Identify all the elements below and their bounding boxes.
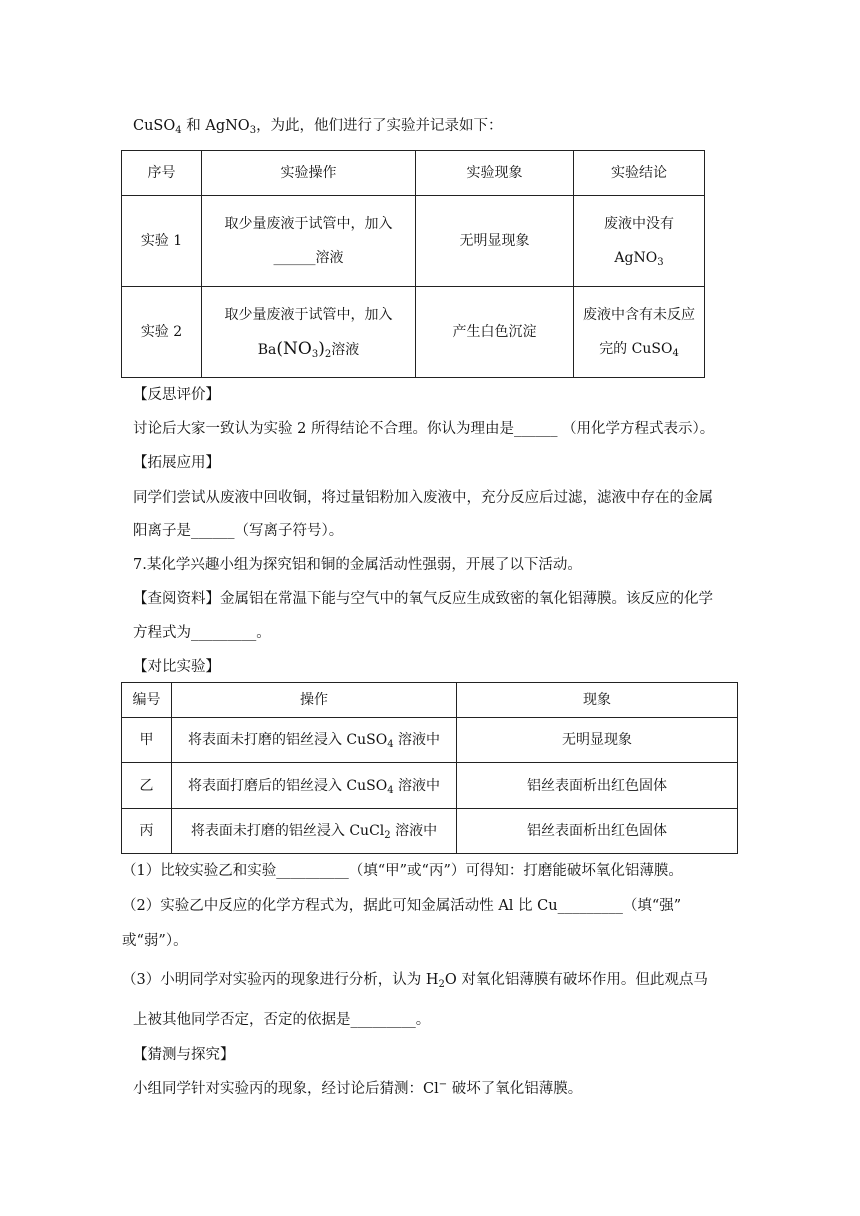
t2-row3-id: 丙 bbox=[122, 809, 172, 854]
part-3-a: （3）小明同学对实验丙的现象进行分析，认为 H bbox=[122, 972, 439, 988]
table1-row-1 bbox=[122, 196, 705, 287]
row2-op-paren: ) bbox=[318, 338, 325, 359]
question-7: 7.某化学兴趣小组为探究铝和铜的金属活动性强弱，开展了以下活动。 bbox=[133, 557, 582, 573]
intro-and: 和 AgNO bbox=[181, 118, 250, 134]
row2-op-sub3: 3 bbox=[311, 348, 319, 360]
section-extend: 【拓展应用】 bbox=[133, 455, 220, 471]
th-id: 序号 bbox=[122, 151, 202, 196]
th-conclusion: 实验结论 bbox=[574, 151, 705, 196]
t2-row3-op-sub: 2 bbox=[384, 830, 391, 841]
reflect-text: 讨论后大家一致认为实验 2 所得结论不合理。你认为理由是______ （用化学方程式表示）。 bbox=[133, 421, 715, 437]
row2-con-cuso: 完的 CuSO bbox=[599, 341, 673, 357]
t2-row-jia bbox=[122, 718, 738, 763]
guess-b: 破坏了氧化铝薄膜。 bbox=[447, 1081, 583, 1097]
table1-row-2 bbox=[122, 287, 705, 378]
t2-row2-id: 乙 bbox=[122, 763, 172, 809]
part-3-b: O 对氧化铝薄膜有破坏作用。但此观点马 bbox=[444, 972, 708, 988]
t2-row2-operation bbox=[172, 763, 457, 809]
t2-row1-observation: 无明显现象 bbox=[457, 718, 738, 763]
comparison-table bbox=[121, 682, 738, 854]
part-3-line-1 bbox=[122, 970, 708, 990]
row2-op-ba: Ba bbox=[257, 341, 277, 358]
experiment-table bbox=[121, 150, 705, 378]
row1-op-line1: 取少量废液于试管中，加入 bbox=[224, 216, 393, 232]
table1-header-row bbox=[122, 151, 705, 196]
t2-row1-op-a: 将表面未打磨的铝丝浸入 CuSO bbox=[187, 732, 388, 748]
row2-con-line2 bbox=[580, 332, 698, 366]
part-1: （1）比较实验乙和实验__________（填“甲”或“丙”）可得知：打磨能破坏氧化铝薄膜。 bbox=[122, 863, 683, 879]
lookup-text-2: 方程式为_________。 bbox=[133, 625, 271, 641]
row2-id: 实验 2 bbox=[122, 287, 202, 378]
t2-row1-op-sub: 4 bbox=[387, 739, 394, 750]
row2-op-line2 bbox=[208, 332, 409, 367]
guess-sup: − bbox=[438, 1079, 448, 1091]
row2-op-no: (NO bbox=[276, 338, 312, 359]
row1-observation: 无明显现象 bbox=[416, 196, 574, 287]
row1-con-line2 bbox=[580, 241, 698, 275]
row2-op-line1: 取少量废液于试管中，加入 bbox=[224, 306, 393, 323]
intro-sub4: 4 bbox=[175, 125, 182, 136]
part-3-sub: 2 bbox=[438, 979, 445, 990]
intro-sub3: 3 bbox=[249, 125, 257, 136]
part-2-line-2: 或“弱”）。 bbox=[122, 933, 188, 949]
t2-row1-operation bbox=[172, 718, 457, 763]
part-3-line-2: 上被其他同学否定，否定的依据是_________。 bbox=[133, 1012, 431, 1028]
guess-text bbox=[133, 1079, 582, 1099]
guess-a: 小组同学针对实验丙的现象，经讨论后猜测：Cl bbox=[133, 1081, 439, 1097]
part-2-line-1: （2）实验乙中反应的化学方程式为，据此可知金属活动性 Al 比 Cu_________（填“强” bbox=[122, 898, 682, 914]
th-observation: 实验现象 bbox=[416, 151, 574, 196]
t2-row2-op-b: 溶液中 bbox=[393, 777, 441, 794]
row1-con-sub: 3 bbox=[657, 257, 664, 268]
row2-conclusion bbox=[574, 287, 705, 378]
t2-row3-observation: 铝丝表面析出红色固体 bbox=[457, 809, 738, 854]
row1-id: 实验 1 bbox=[122, 196, 202, 287]
t2-row-bing bbox=[122, 809, 738, 854]
row2-operation bbox=[202, 287, 416, 378]
row1-con-agno: AgNO bbox=[614, 250, 658, 266]
table2-header-row bbox=[122, 683, 738, 718]
lookup-text-1: 【查阅资料】金属铝在常温下能与空气中的氧气反应生成致密的氧化铝薄膜。该反应的化学 bbox=[133, 591, 713, 607]
row1-operation bbox=[202, 196, 416, 287]
t2-row1-op-b: 溶液中 bbox=[393, 732, 441, 748]
section-compare: 【对比实验】 bbox=[133, 659, 220, 675]
t2-th-operation: 操作 bbox=[172, 683, 457, 718]
t2-row3-operation bbox=[172, 809, 457, 854]
intro-cuso4: CuSO bbox=[133, 118, 176, 134]
row1-op-line2: ______溶液 bbox=[273, 250, 344, 266]
t2-row3-op-b: 溶液中 bbox=[390, 823, 438, 839]
extend-text-1: 同学们尝试从废液中回收铜，将过量铝粉加入废液中，充分反应后过滤，滤液中存在的金属 bbox=[133, 490, 713, 506]
section-guess: 【猜测与探究】 bbox=[133, 1047, 235, 1063]
row2-con-line1: 废液中含有未反应 bbox=[583, 307, 695, 323]
t2-row1-id: 甲 bbox=[122, 718, 172, 763]
t2-row2-observation: 铝丝表面析出红色固体 bbox=[457, 763, 738, 809]
row1-conclusion bbox=[574, 196, 705, 287]
t2-row2-op-sub: 4 bbox=[387, 784, 394, 796]
t2-th-observation: 现象 bbox=[457, 683, 738, 718]
extend-text-2: 阳离子是______（写离子符号）。 bbox=[133, 523, 344, 539]
t2-th-id: 编号 bbox=[122, 683, 172, 718]
th-operation: 实验操作 bbox=[202, 151, 416, 196]
row2-con-sub: 4 bbox=[672, 348, 679, 359]
row2-op-solution: 溶液 bbox=[331, 341, 360, 358]
intro-rest: ，为此，他们进行了实验并记录如下： bbox=[256, 118, 503, 134]
row2-op-sub2: 2 bbox=[324, 348, 332, 360]
row1-con-line1: 废液中没有 bbox=[604, 216, 674, 232]
row2-observation: 产生白色沉淀 bbox=[416, 287, 574, 378]
t2-row2-op-a: 将表面打磨后的铝丝浸入 CuSO bbox=[187, 777, 388, 794]
intro-line bbox=[133, 116, 503, 136]
t2-row-yi bbox=[122, 763, 738, 809]
t2-row3-op-a: 将表面未打磨的铝丝浸入 CuCl bbox=[190, 823, 385, 839]
section-reflect: 【反思评价】 bbox=[133, 387, 220, 403]
